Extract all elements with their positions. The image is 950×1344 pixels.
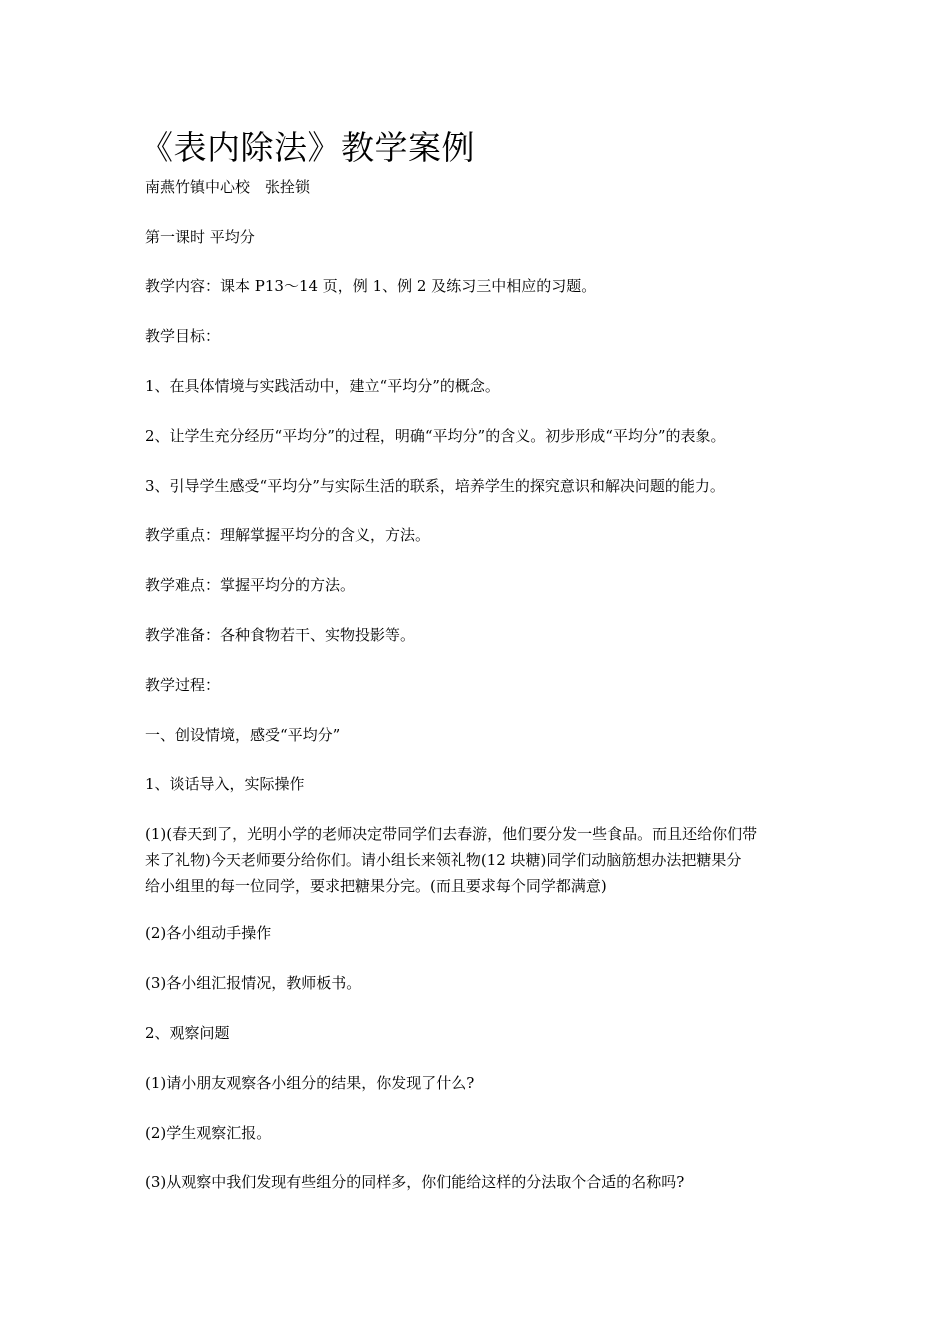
item-1-1-line-2: 来了礼物)今天老师要分给你们。请小组长来领礼物(12 块糖)同学们动脑筋想办法把糖果分 [145,851,742,869]
lesson-heading: 第一课时 平均分 [145,228,255,246]
goal-1: 1、在具体情境与实践活动中，建立“平均分”的概念。 [145,377,500,395]
goal-3: 3、引导学生感受“平均分”与实际生活的联系，培养学生的探究意识和解决问题的能力。 [145,477,725,495]
section-1-heading: 一、创设情境，感受“平均分” [145,726,341,744]
goal-2: 2、让学生充分经历“平均分”的过程，明确“平均分”的含义。初步形成“平均分”的表象。 [145,427,726,445]
item-2-3: (3)从观察中我们发现有些组分的同样多，你们能给这样的分法取个合适的名称吗? [145,1173,685,1191]
item-2-1: (1)请小朋友观察各小组分的结果，你发现了什么? [145,1074,475,1092]
item-1-1-line-1: (1)(春天到了，光明小学的老师决定带同学们去春游，他们要分发一些食品。而且还给你们带 [145,825,758,843]
difficult-point: 教学难点：掌握平均分的方法。 [145,576,356,594]
process-heading: 教学过程： [145,676,221,694]
item-1-heading: 1、谈话导入，实际操作 [145,775,305,793]
key-point: 教学重点：理解掌握平均分的含义，方法。 [145,526,431,544]
item-1-1-line-3: 给小组里的每一位同学，要求把糖果分完。(而且要求每个同学都满意) [145,877,607,895]
item-2-2: (2)学生观察汇报。 [145,1124,272,1142]
item-1-1-paragraph [145,821,815,899]
item-1-2: (2)各小组动手操作 [145,924,272,942]
teaching-content: 教学内容：课本 P13～14 页，例 1、例 2 及练习三中相应的习题。 [145,277,597,295]
preparation: 教学准备：各种食物若干、实物投影等。 [145,626,416,644]
item-1-3: (3)各小组汇报情况，教师板书。 [145,974,362,992]
document-title: 《表内除法》教学案例 [140,128,475,167]
item-2-heading: 2、观察问题 [145,1024,230,1042]
goals-heading: 教学目标： [145,327,221,345]
author-line: 南燕竹镇中心校 张拴锁 [145,178,311,196]
